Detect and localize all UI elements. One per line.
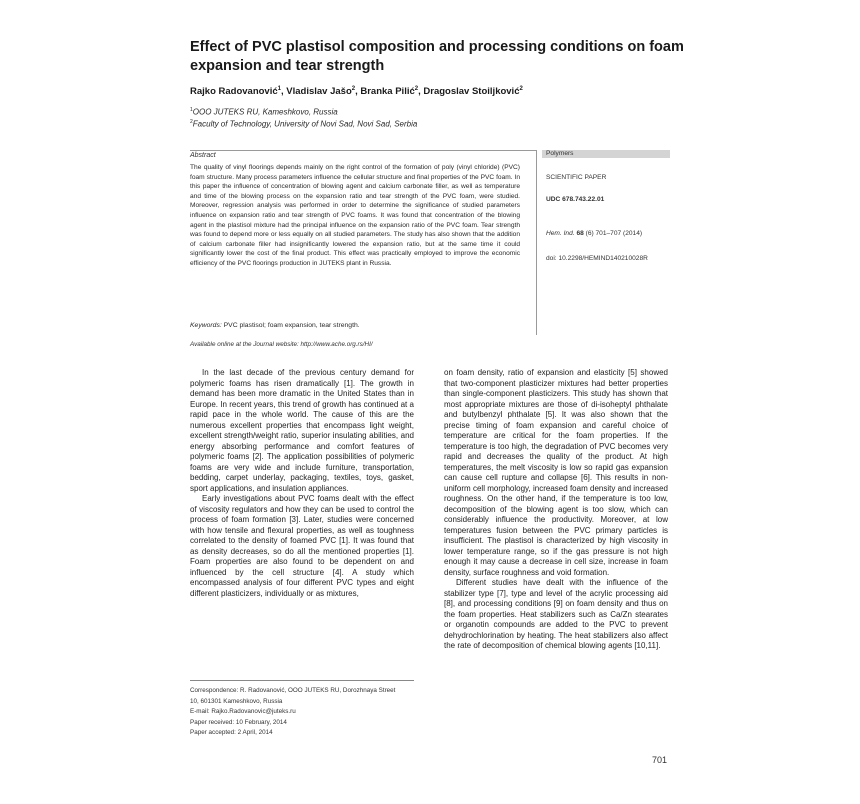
author-name: Rajko Radovanović — [190, 86, 278, 98]
journal-reference — [546, 230, 642, 237]
author-name: Vladislav Jašo — [286, 86, 352, 98]
received-date: Paper received: 10 February, 2014 — [190, 718, 287, 726]
udc-code: UDC 678.743.22.01 — [546, 196, 605, 203]
keywords-text: PVC plastisol; foam expansion, tear strength. — [223, 322, 360, 329]
correspondence-line: 10, 601301 Kameshkovo, Russia — [190, 697, 283, 705]
abstract-heading: Abstract — [190, 152, 216, 159]
accepted-date: Paper accepted: 2 April, 2014 — [190, 729, 273, 736]
keywords-label: Keywords: — [190, 322, 222, 329]
journal-issue: (6) 701–707 (2014) — [585, 230, 643, 237]
journal-volume: 68 — [576, 230, 584, 237]
affiliation-text: Faculty of Technology, University of Novi Sad, Novi Sad, Serbia — [192, 119, 418, 129]
category-label: Polymers — [546, 150, 574, 157]
author-name: Branka Pilić — [360, 86, 415, 98]
body-column-left — [190, 368, 414, 599]
page-number: 701 — [652, 755, 668, 765]
paragraph: In the last decade of the previous century demand for polymeric foams has risen dramatically [1]. The growth in demand has been more dramatic in the United States than in Europe. In recent years, this trend of growth has continued at a rapid pace in the whole world. The cause of this are the numerous excellent properties that encompass light weight, excellent strength/weight ratio, superior insulating abilities, and energy absorbing performance and comfort features of polymeric foams [2]. The application possibilities of polymeric foams are very wide and include furniture, transportation, bedding, carpet underlay, packaging, textiles, toys, gasket, sport applications, and insulation appliances. — [190, 368, 414, 493]
author-aff: 1 — [277, 86, 281, 92]
affiliation-num: 1 — [190, 107, 193, 113]
author-aff: 2 — [351, 86, 356, 92]
footnote — [190, 686, 420, 739]
affiliation-num: 2 — [190, 119, 193, 125]
author-aff: 2 — [414, 86, 419, 92]
paragraph: on foam density, ratio of expansion and elasticity [5] showed that two-component plasticizer mixtures had better properties than single-component plasticizers. This study has shown that most appropriate mixtures are those of di-isoheptyl phthalate and butylbenzyl phthalate [5]. It was also shown that the precise timing of foam expansion and careful choice of temperature are critical for the foam properties. If the temperature is too high, the degradation of PVC becomes very rapid and decreases the quality of the product. At high temperatures, the melt viscosity is low so rapid gas expansion can cause cell rupture and collapse [6]. This results in non-uniform cell morphology, increased foam density and increased roughness. On the other hand, if the temperature is too low, decomposition of the blowing agent is too slow, which can considerably influence the productivity. Moreover, at low temperatures fusion between the PVC primary particles is insufficient. The plastisol is characterized by high viscosity in lower temperature range, so if the gas pressure is not high enough it may cause a decrease in cell size, increase in foam density, surface roughness and void formation. — [444, 368, 668, 577]
affiliation-text: OOO JUTEKS RU, Kameshkovo, Russia — [192, 107, 338, 117]
footnote-divider — [190, 680, 414, 681]
author-name: Dragoslav Stoiljković — [423, 86, 520, 98]
paper-type: SCIENTIFIC PAPER — [546, 174, 607, 181]
article-title: Effect of PVC plastisol composition and processing conditions on foam expansion and tear strength — [190, 39, 684, 74]
available-online-link[interactable]: Available online at the Journal website: http://www.ache.org.rs/HI/ — [190, 341, 373, 348]
doi[interactable]: doi: 10.2298/HEMIND140210028R — [546, 255, 648, 262]
body-column-right — [444, 368, 668, 652]
keywords — [190, 322, 520, 329]
paragraph: Early investigations about PVC foams dealt with the effect of viscosity regulators and how they can be used to control the process of foam formation [3]. Later, studies were concerned with how tensile and flexural properties, as well as toughness correlated to the density of foamed PVC [1]. It was found that as density decreases, so do all the mentioned properties [1]. Foam properties are also found to be dependent on and influenced by the cell structure [4]. A study which encompassed analysis of four different PVC types and eight different plasticizers, individually or as mixtures, — [190, 494, 414, 598]
affiliation — [190, 119, 590, 129]
journal-abbrev: Hem. Ind. — [546, 230, 575, 237]
author-aff: 2 — [519, 86, 523, 92]
author-list: Rajko Radovanović$^1$, Vladislav Jašo$^2$, Branka Pilić$^2$, Dragoslav Stoiljković$^2$ — [190, 86, 523, 98]
email: E-mail: Rajko.Radovanovic@juteks.ru — [190, 708, 296, 715]
abstract-text: The quality of vinyl floorings depends mainly on the right control of the formation of poly (vinyl chloride) (PVC) foam structure. Many process parameters influence the cellular structure and final properties of the PVC foam. In this paper the influence of concentration of blowing agent and calcium carbonate filler, as well as temperature and time of the blowing process on the expansion ratio and tear strength of the PVC foam, were studied. Moreover, regression analysis was performed in order to determine the significance of studied parameters influence on expansion ratio and tear strength of PVC foams. It was found that concentration of the blowing agent in the plastisol mixture had the principal influence on the expansion ratio of the PVC foam. Tear strength was found to depend more or less equally on all studied parameters. The study has also shown that the addition of calcium carbonate filler had insignificantly lowered the expansion ratio, but at the same time it could significantly lower the cost of the final product. This effect was practically employed to improve the economic efficiency of the PVC floorings production in JUTEKS plant in Russia. — [190, 164, 520, 267]
paragraph: Different studies have dealt with the influence of the stabilizer type [7], type and level of the acrylic processing aid [8], and processing conditions [9] on foam density and thus on the foam properties. Heat stabilizers such as Ca/Zn stearates or organotin compounds are added to the PVC to prevent dehydrochlorination by heating. The heat stabilizers also affect the rate of decomposition of chemical blowing agents [10,11]. — [444, 578, 668, 650]
correspondence-line: Correspondence: R. Radovanović, OOO JUTEKS RU, Dorozhnaya Street — [190, 687, 396, 694]
affiliation — [190, 107, 590, 117]
